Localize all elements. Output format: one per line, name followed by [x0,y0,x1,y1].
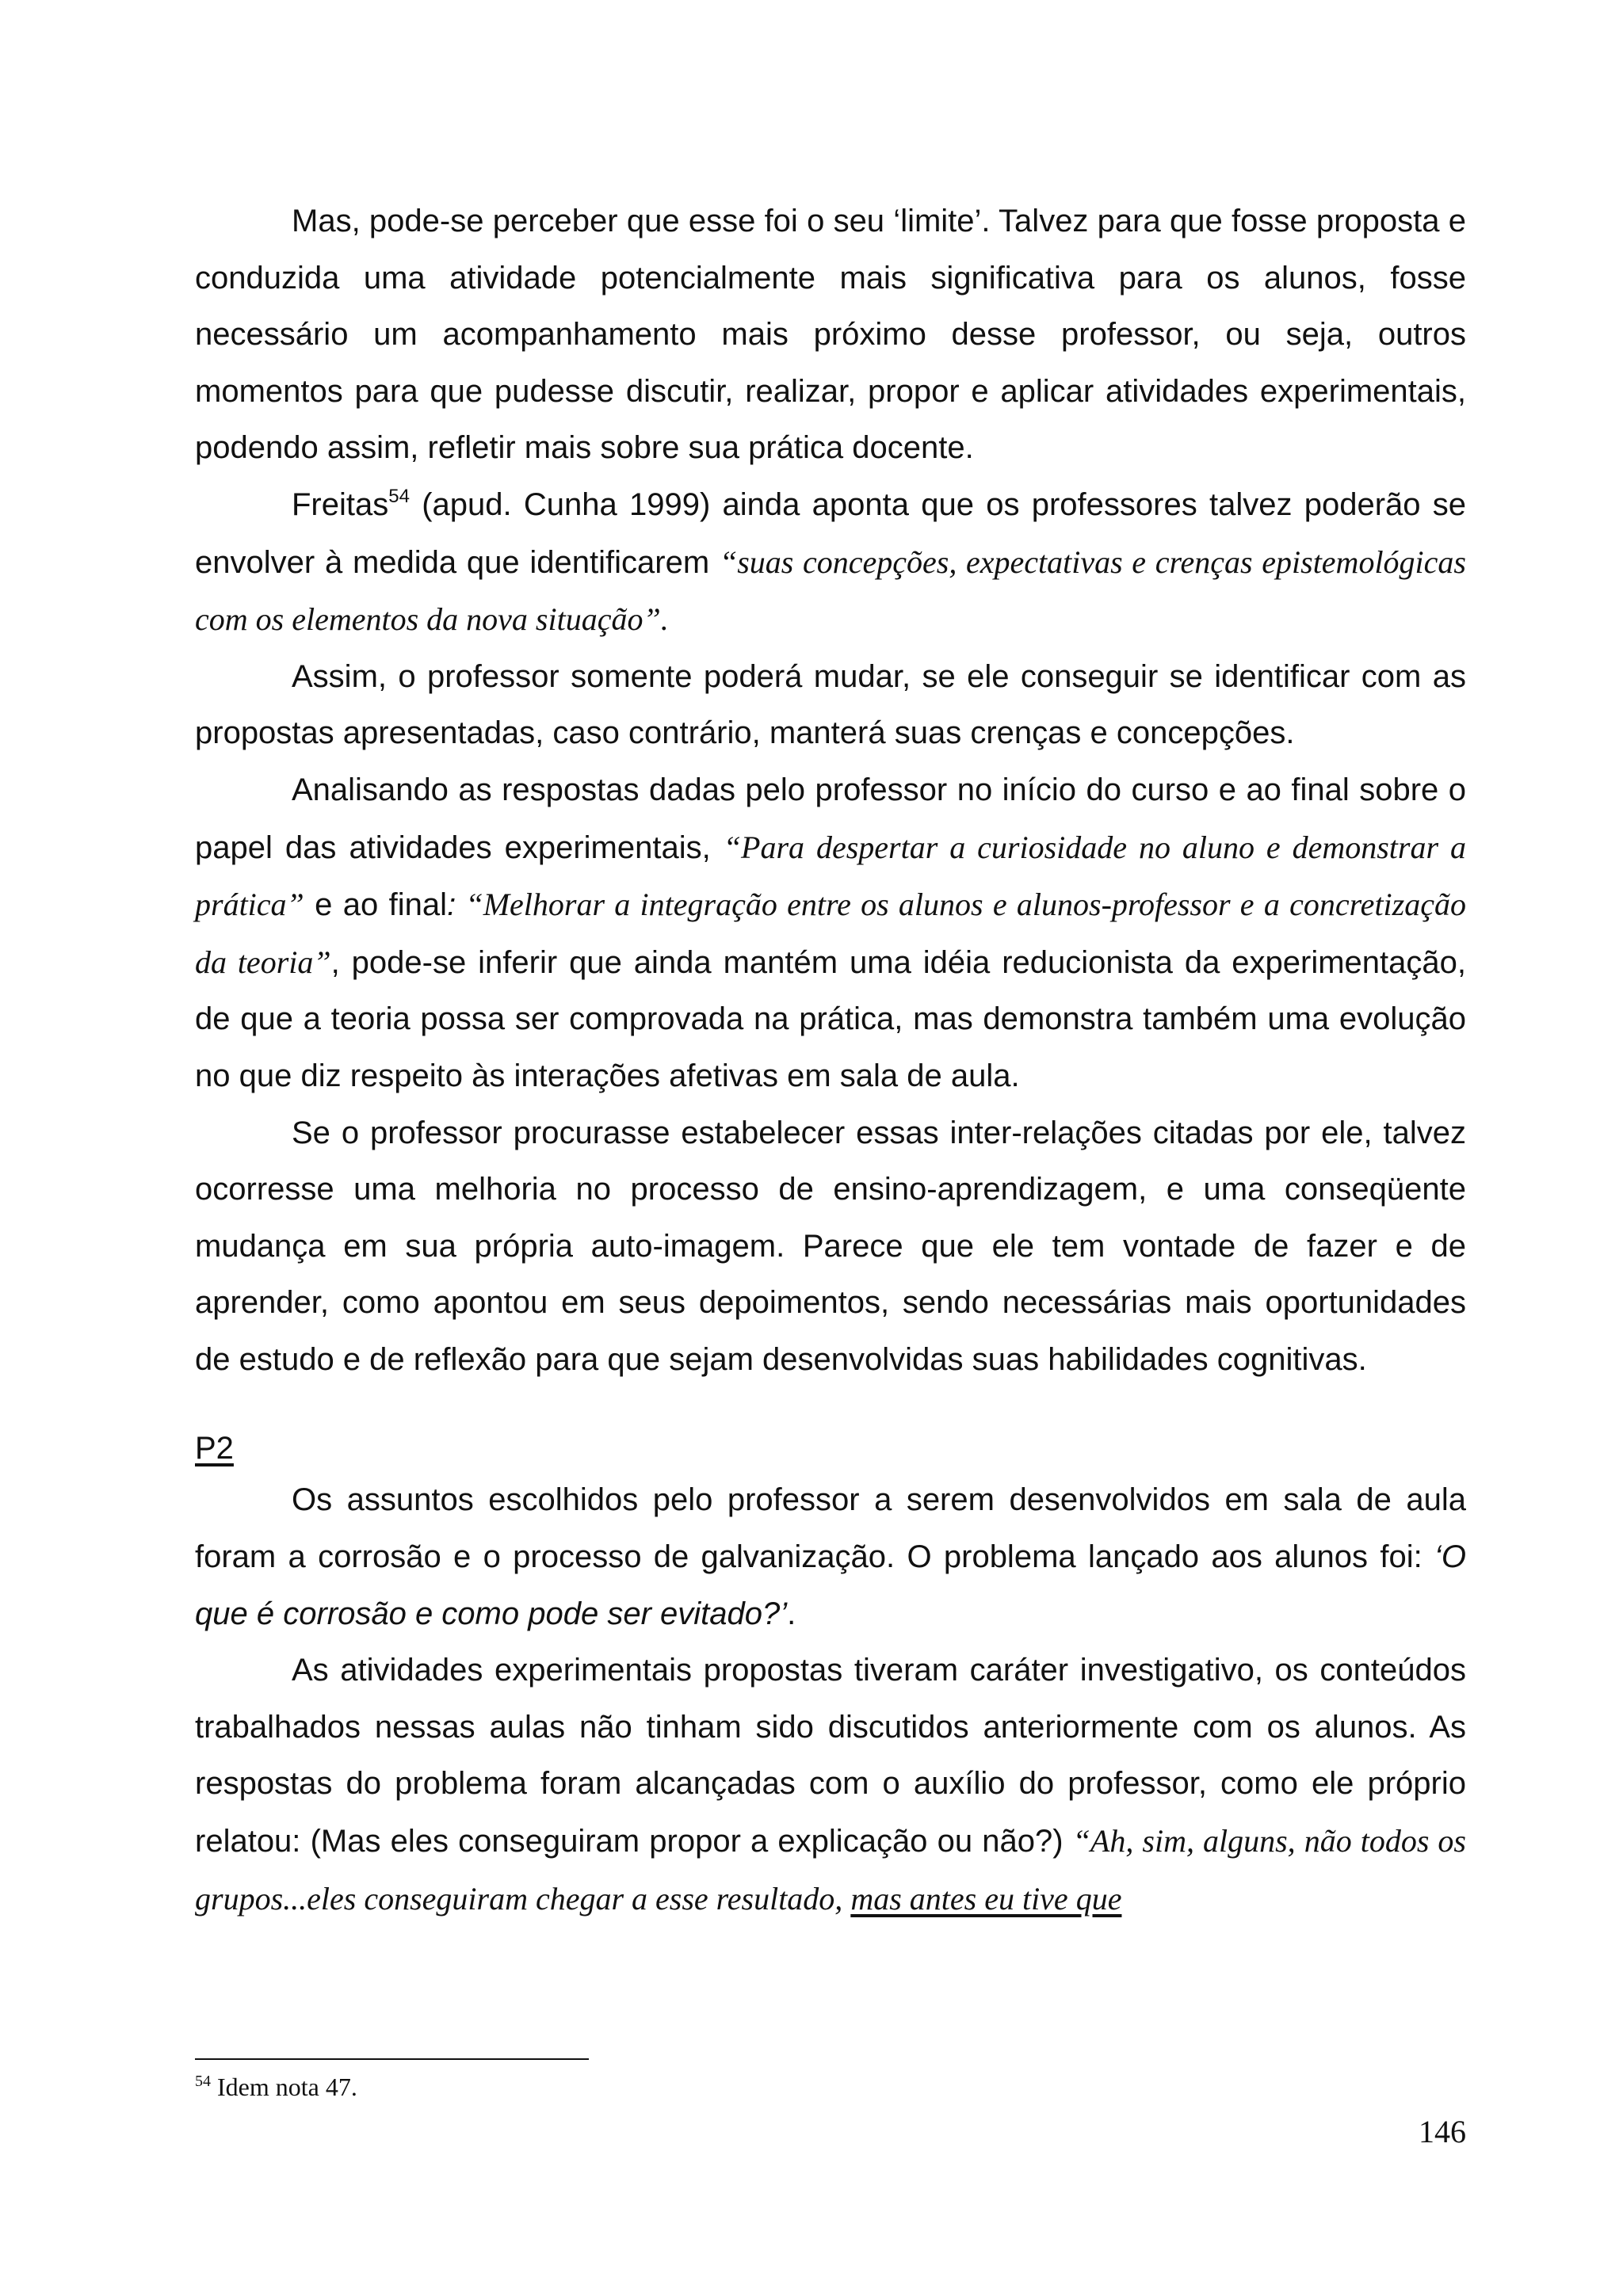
quotation-initial-answer: “Para despertar a curiosidade no aluno e demonstrar a prática” [195,829,1466,923]
body-text [195,193,1466,1928]
paragraph-atividades [195,1642,1466,1928]
footnote-text: Idem nota 47. [211,2073,357,2101]
section-heading: P2 [195,1431,234,1466]
colon: : [447,887,456,923]
paragraph-assuntos [195,1472,1466,1642]
paragraph-freitas [195,477,1466,649]
paragraph-text: , pode-se inferir que ainda mantém uma idéia reducionista da experimentação, de que a teoria possa ser comprovada na prática, mas demonstra também uma evolução no que diz respeito às interações afetivas em sala de aula. [195,944,1467,1093]
footnote [195,2071,357,2103]
footnote-reference: 54 [388,485,410,507]
paragraph-text: Mas, pode-se perceber que esse foi o seu ‘limite’. Talvez para que fosse proposta e conduzida uma atividade potencialmente mais significativa para os alunos, fosse necessário um acompanhamento mais próximo desse professor, ou seja, outros momentos para que pudesse discutir, realizar, propor e aplicar atividades experimentais, podendo assim, refletir mais sobre sua prática docente. [195,204,1466,466]
quotation-underlined: mas antes eu tive que [850,1880,1122,1917]
problem-question: ‘O que é corrosão e como pode ser evitado?’ [195,1539,1466,1631]
paragraph-text: Analisando as respostas dadas pelo professor no início do curso e ao final sobre o papel das atividades experimentais, [195,772,1466,865]
quotation-teacher: “Ah, sim, alguns, não todos os grupos...eles conseguiram chegar a esse resultado, [195,1823,1466,1917]
paragraph-text: . [787,1596,796,1631]
page-number: 146 [1419,2114,1466,2149]
paragraph-text: As atividades experimentais propostas tiveram caráter investigativo, os conteúdos trabalhados nessas aulas não tinham sido discutidos anteriormente com os alunos. As respostas do problema foram alcançadas com o auxílio do professor, como ele próprio relatou: (Mas eles conseguiram propor a explicação ou não?) [195,1653,1466,1859]
author-name: Freitas [292,486,389,522]
footnote-number: 54 [195,2073,211,2090]
paragraph-text: Assim, o professor somente poderá mudar, se ele conseguir se identificar com as propostas apresentadas, caso contrário, manterá suas crenças e concepções. [195,658,1466,751]
paragraph-text: e ao final [304,887,448,923]
footnote-separator [195,2058,589,2060]
quotation: “suas concepções, expectativas e crenças epistemológicas com os elementos da nova situação”. [195,543,1466,638]
quotation-final-answer: “Melhorar a integração entre os alunos e alunos-professor e a concretização da teoria” [195,887,1466,980]
paragraph-analisando [195,762,1466,1105]
paragraph-text: (apud. Cunha 1999) ainda aponta que os professores talvez poderão se envolver à medida que identificarem [195,486,1466,580]
paragraph-assim [195,649,1466,762]
paragraph-text: Os assuntos escolhidos pelo professor a serem desenvolvidos em sala de aula foram a corrosão e o processo de galvanização. O problema lançado aos alunos foi: [195,1482,1466,1575]
paragraph-limite [195,193,1466,477]
paragraph-text: Se o professor procurasse estabelecer essas inter-relações citadas por ele, talvez ocorresse uma melhoria no processo de ensino-aprendizagem, e uma conseqüente mudança em sua própria auto-imagem. Parece que ele tem vontade de fazer e de aprender, como apontou em seus depoimentos, sendo necessárias mais oportunidades de estudo e de reflexão para que sejam desenvolvidas suas habilidades cognitivas. [195,1115,1466,1377]
paragraph-se-o-professor [195,1105,1466,1389]
